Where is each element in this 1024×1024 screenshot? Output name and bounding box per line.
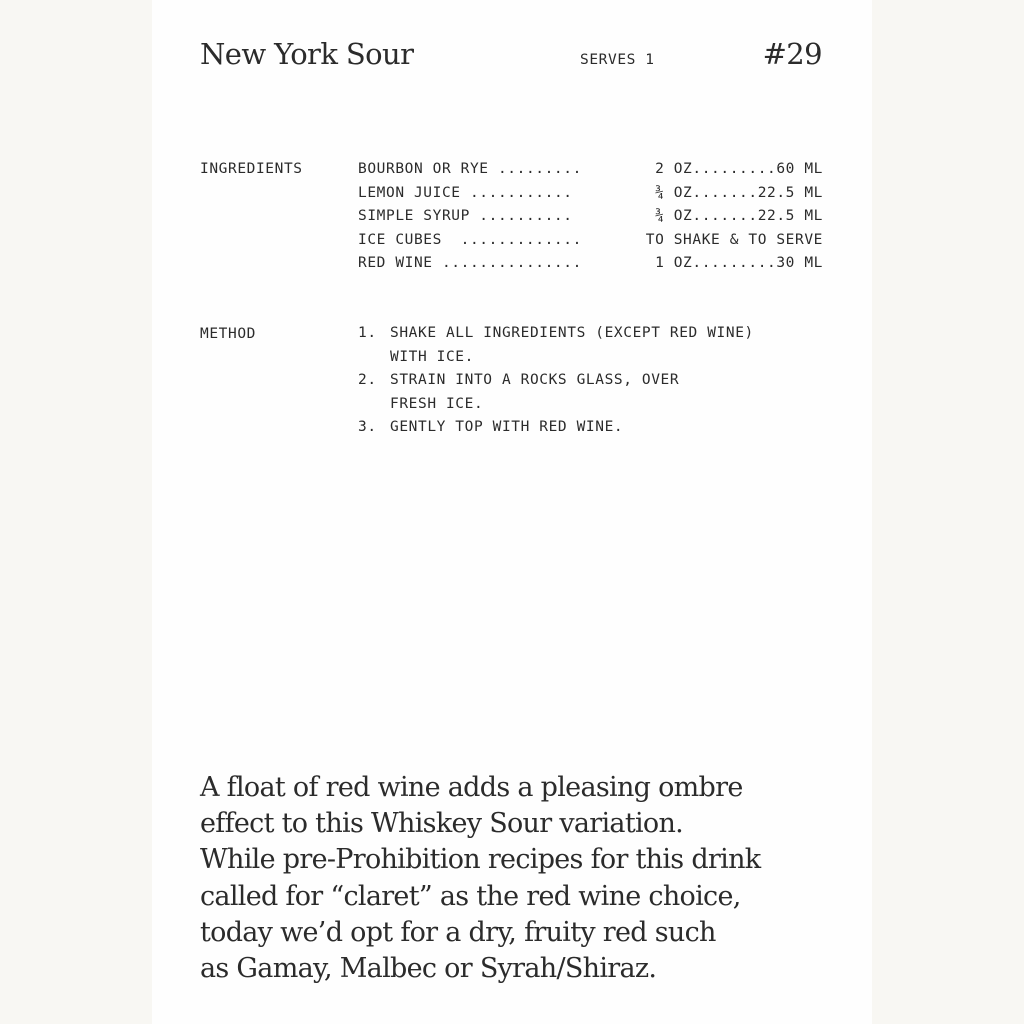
ingredient-row <box>358 204 823 228</box>
step-number: 3. <box>358 419 377 436</box>
step-number: 1. <box>358 325 377 341</box>
method-step <box>358 369 838 416</box>
serves-label: SERVES 1 <box>580 52 655 68</box>
ingredient-amount: TO SHAKE & TO SERVE <box>645 231 823 248</box>
step-number: 2. <box>358 372 377 389</box>
method-list <box>358 322 838 440</box>
ingredient-name: RED WINE <box>358 255 433 271</box>
ingredient-row <box>358 157 823 181</box>
ingredient-row <box>358 228 823 252</box>
ingredient-leader: .......... <box>469 208 582 224</box>
recipe-card <box>152 0 872 1024</box>
recipe-number: #29 <box>762 37 822 71</box>
method-step <box>358 416 838 440</box>
description-line: A float of red wine adds a pleasing ombre <box>200 772 743 803</box>
step-text: STRAIN INTO A ROCKS GLASS, OVER FRESH ICE. <box>390 372 680 412</box>
step-text: GENTLY TOP WITH RED WINE. <box>390 419 624 436</box>
ingredients-heading: INGREDIENTS <box>200 161 303 177</box>
ingredient-amount: 2 OZ.........60 ML <box>655 161 823 177</box>
ingredient-name: BOURBON OR RYE <box>358 161 489 177</box>
description-line: While pre-Prohibition recipes for this drink <box>200 844 761 876</box>
description-line: effect to this Whiskey Sour variation. <box>200 808 684 840</box>
ingredient-amount: 1 OZ.........30 ML <box>655 255 823 271</box>
method-step <box>358 322 838 369</box>
ingredient-row <box>358 181 823 205</box>
ingredient-leader: ............. <box>441 231 582 248</box>
recipe-description <box>200 770 840 987</box>
description-line: as Gamay, Malbec or Syrah/Shiraz. <box>200 953 657 985</box>
ingredient-leader: ........... <box>460 184 582 201</box>
ingredient-amount: ¾ OZ.......22.5 ML <box>655 184 823 201</box>
ingredient-name: ICE CUBES <box>358 231 442 248</box>
ingredient-leader: ......... <box>488 161 592 177</box>
ingredient-amount: ¾ OZ.......22.5 ML <box>655 208 823 224</box>
ingredient-row <box>358 251 823 275</box>
method-heading: METHOD <box>200 326 256 342</box>
ingredient-leader: ............... <box>432 255 592 271</box>
description-line: called for “claret” as the red wine choice, <box>200 880 741 912</box>
description-line: today we’d opt for a dry, fruity red such <box>200 916 716 948</box>
ingredient-name: LEMON JUICE <box>358 184 461 201</box>
ingredient-name: SIMPLE SYRUP <box>358 208 470 224</box>
recipe-title: New York Sour <box>200 37 414 71</box>
step-text: SHAKE ALL INGREDIENTS (EXCEPT RED WINE) WITH ICE. <box>390 325 754 365</box>
ingredient-list <box>358 157 823 275</box>
